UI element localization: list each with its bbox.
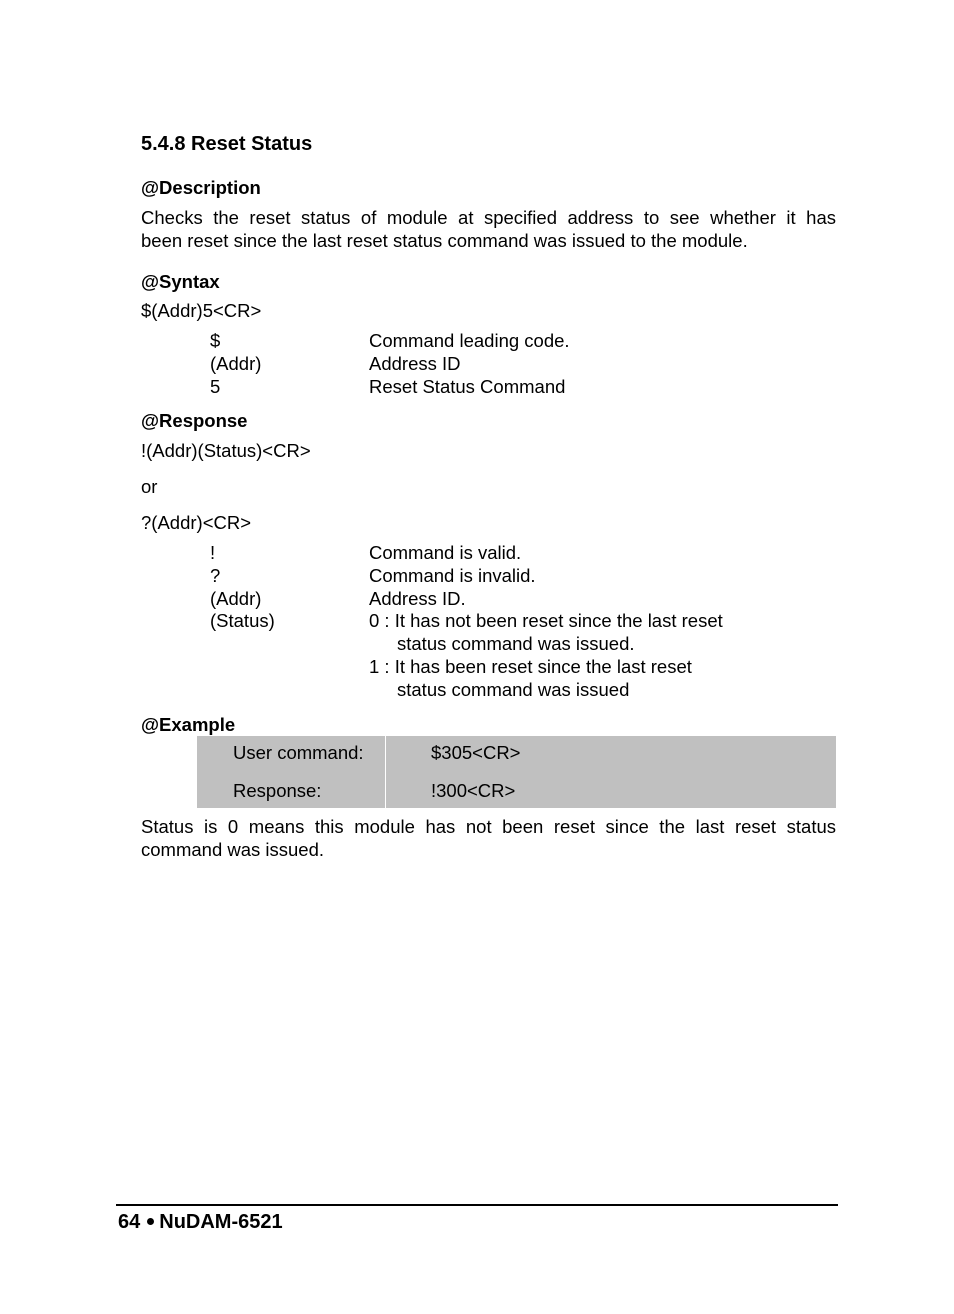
page-number: 64 xyxy=(118,1211,141,1233)
footer-rule xyxy=(116,1204,838,1206)
page-footer xyxy=(118,1209,283,1235)
response-param-def: Address ID. xyxy=(369,588,466,609)
example-table xyxy=(197,736,836,808)
response-label: Response: xyxy=(233,780,322,801)
response-param-term: ! xyxy=(210,542,216,563)
syntax-param-term: 5 xyxy=(210,376,221,397)
description-heading: @Description xyxy=(141,177,261,198)
response-or: or xyxy=(141,476,158,497)
user-command-value: $305<CR> xyxy=(431,742,521,763)
response-format-invalid: ?(Addr)<CR> xyxy=(141,512,252,533)
description-line-1: Checks the reset status of module at specified address to see whether it has xyxy=(141,207,836,228)
response-param-def: Command is valid. xyxy=(369,542,522,563)
syntax-param-def: Address ID xyxy=(369,353,461,374)
section-title: 5.4.8 Reset Status xyxy=(141,133,313,155)
bullet-icon xyxy=(147,1218,154,1225)
syntax-param-term: (Addr) xyxy=(210,353,262,374)
response-value: !300<CR> xyxy=(431,780,516,801)
response-format-valid: !(Addr)(Status)<CR> xyxy=(141,440,311,461)
syntax-param-def: Command leading code. xyxy=(369,330,570,351)
syntax-heading: @Syntax xyxy=(141,271,220,292)
response-param-term: (Addr) xyxy=(210,588,262,609)
status-def-continuation: status command was issued. xyxy=(397,633,635,654)
response-param-def: Command is invalid. xyxy=(369,565,536,586)
example-note-line-1: Status is 0 means this module has not been reset since the last reset status xyxy=(141,816,836,837)
response-param-term: (Status) xyxy=(210,610,275,631)
example-column-divider xyxy=(385,736,386,808)
syntax-param-term: $ xyxy=(210,330,221,351)
product-name: NuDAM-6521 xyxy=(159,1211,283,1233)
user-command-label: User command: xyxy=(233,742,364,763)
syntax-param-def: Reset Status Command xyxy=(369,376,566,397)
status-def-reset: 1 : It has been reset since the last reset xyxy=(369,656,692,677)
status-def-continuation: status command was issued xyxy=(397,679,630,700)
response-param-term: ? xyxy=(210,565,221,586)
syntax-command: $(Addr)5<CR> xyxy=(141,300,262,321)
example-note-line-2: command was issued. xyxy=(141,839,325,860)
example-heading: @Example xyxy=(141,714,236,735)
description-line-2: been reset since the last reset status command was issued to the module. xyxy=(141,230,748,251)
response-heading: @Response xyxy=(141,410,248,431)
response-param-def: 0 : It has not been reset since the last reset xyxy=(369,610,723,631)
